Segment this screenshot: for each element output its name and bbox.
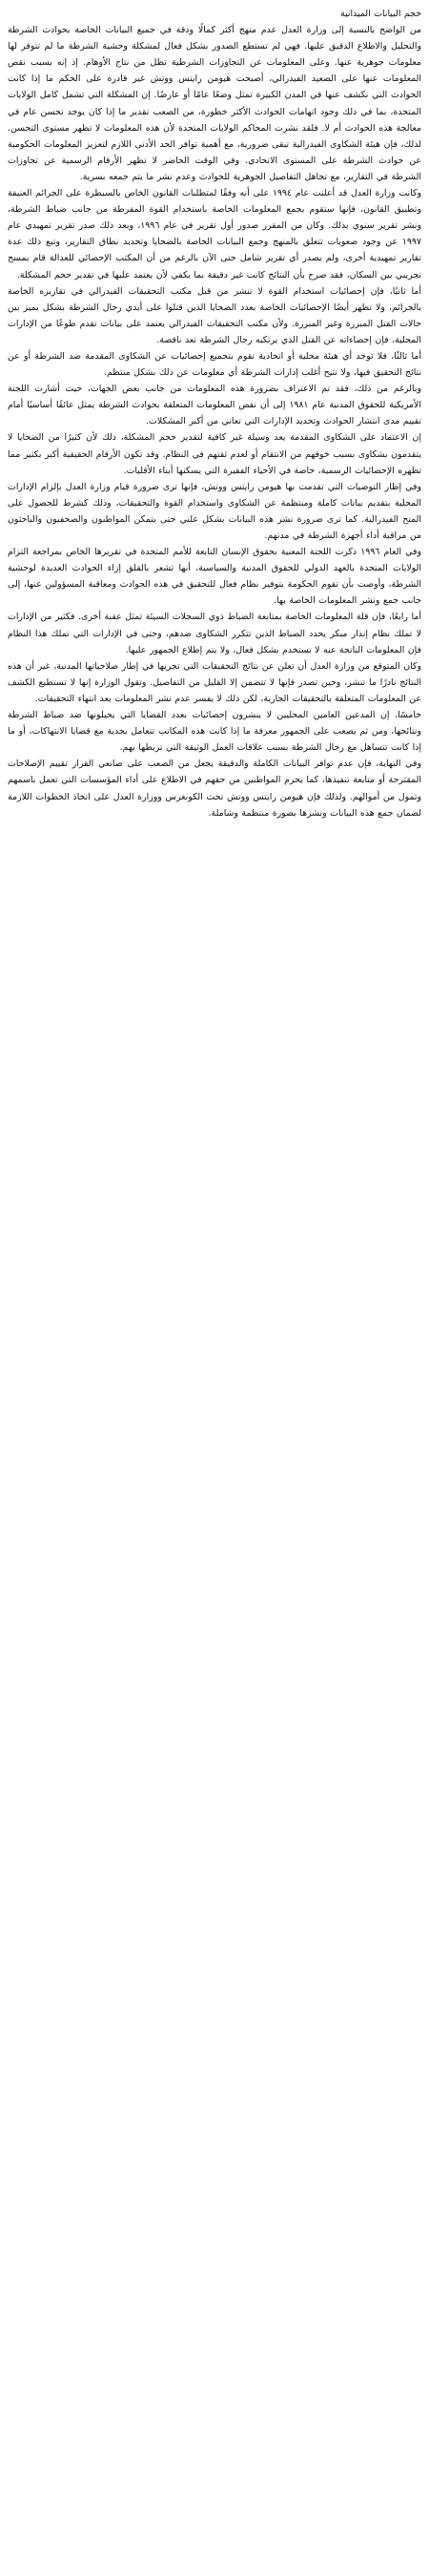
section-heading: حجم البيانات الميدانية — [339, 9, 421, 19]
paragraph: وبالرغم من ذلك، فقد تم الاعتراف بضرورة هذه المعلومات من جانب بعض الجهات، حيث أشارت اللجنة الأمريكية للحقوق المدنية عام ١٩٨١ إلى أن نقص المعلومات المتعلقة بحوادث الشرطة يمثل عائقًا أساسيًا أمام تقييم مدى انتشار الحوادث وتحديد الإدارات التي تعاني من أكبر المشكلات. — [8, 384, 421, 427]
paragraph: خامسًا، إن المدعين العامين المحليين لا ينشرون إحصائيات بعدد القضايا التي يحيلونها ضد ضباط الشرطة ونتائجها، ومن ثم يصعب على الجمهور معرفة ما إذا كانت هذه المكاتب تتعامل بجدية مع قضايا الانتهاكات، أو ما إذا كانت تتساهل مع رجال الشرطة بسبب علاقات العمل الوثيقة التي تربطها بهم. — [8, 710, 421, 754]
paragraph: أما ثانيًا، فإن إحصائيات استخدام القوة لا تنشر من قبل مكتب التحقيقات الفيدرالي في تقاريره الخاصة بالجرائم، ولا تظهر أيضًا الإحصائيات الخاصة بعدد الضحايا الذين قتلوا على أيدي رجال الشرطة بشكل يميز بين حالات القتل المبررة وغير المبررة. ولأن مكتب التحقيقات الفيدرالي يعتمد على بيانات تقدم طوعًا من الإدارات المحلية، فإن إحصاءاته عن القتل الذي يرتكبه رجال الشرطة تعد ناقصة. — [8, 285, 421, 345]
paragraph: أما رابعًا، فإن قلة المعلومات الخاصة بمتابعة الضباط ذوي السجلات السيئة تمثل عقبة أخرى. فكثير من الإدارات لا تملك نظام إنذار مبكر يحدد الضباط الذين تتكرر الشكاوى ضدهم، وحتى في الإدارات التي تملك هذا النظام فإن المعلومات الناتجة عنه لا تستخدم بشكل فعال، ولا يتم إطلاع الجمهور عليها. — [8, 612, 421, 655]
paragraph: أما ثالثًا، فلا توجد أي هيئة محلية أو اتحادية تقوم بتجميع إحصائيات عن الشكاوى المقدمة ضد الشرطة أو عن نتائج التحقيق فيها، ولا تتيح أغلب إدارات الشرطة أي معلومات عن ذلك بشكل منتظم. — [8, 350, 421, 379]
paragraph: وفي العام ١٩٩٦ ذكرت اللجنة المعنية بحقوق الإنسان التابعة للأمم المتحدة في تقريرها الخاص بمراجعة التزام الولايات المتحدة بالعهد الدولي للحقوق المدنية والسياسية، أنها تشعر بالقلق إزاء الحوادث العديدة لوحشية الشرطة، وأوصت بأن تقوم الحكومة بتوفير نظام فعال للتحقيق في هذه الحوادث ومعاقبة المسؤولين عنها، إلى جانب جمع ونشر المعلومات الخاصة بها. — [8, 547, 421, 607]
paragraph: وكان المتوقع من وزارة العدل أن تعلن عن نتائج التحقيقات التي تجريها في إطار صلاحياتها المدنية، غير أن هذه النتائج نادرًا ما تنشر، وحين تصدر فإنها لا تتضمن إلا القليل من التفاصيل. وتقول الوزارة إنها لا تستطيع الكشف عن المعلومات المتعلقة بالتحقيقات الجارية، لكن ذلك لا يفسر عدم نشر المعلومات بعد انتهاء التحقيقات. — [8, 660, 421, 704]
paragraph: من الواضح بالنسبة إلى وزارة العدل عدم منهج أكثر كمالًا ودقة في جميع البيانات الخاصة بحوادث الشرطة والتحليل والاطلاع الدقيق عليها. فهي لم تستطع الصدور بشكل فعال لمشكلة وحشية الشرطة ما لم تتوفر لها معلومات جوهرية عنها. وعلى المعلومات عن التجاوزات الشرطية تظل من نتاج الأوهام. إذ إنه بسبب نقص المعلومات عنها على الصعيد الفيدرالي، أصبحت هيومن رايتس ووتش غير قادرة على الحكم ما إذا كانت الحوادث التي نكشف عنها في المدن الكبيرة تمثل وضعًا عامًا أو عارضًا. إن المشكلة التي تشمل كامل الولايات المتحدة، بما في ذلك وجود اتهامات الحوادث الأكثر خطورة، من الصعب تقدير ما إذا كان يوجد تحسن عام في معالجة هذه الحوادث أم لا. فلقد نشرت المحاكم الولايات المتحدة لأن هذه المعلومات لا تظهر مستوى التحسن. لذلك، فإن هيئة الشكاوى الفيدرالية تبقى ضرورية، مع أهمية توافر الحد الأدنى اللازم لتعزيز المعلومات الحكومية عن حوادث الشرطة على المستوى الاتحادي. وفي الوقت الحاضر لا تظهر الأرقام الرسمية عن تجاوزات الشرطة في التقارير، مع تجاهل التفاصيل الجوهرية للحوادث وعدم نشر ما يتم جمعه بسرية. — [8, 25, 421, 182]
paragraph: وفي النهاية، فإن عدم توافر البيانات الكاملة والدقيقة يجعل من الصعب على صانعي القرار تقييم الإصلاحات المقترحة أو متابعة تنفيذها، كما يحرم المواطنين من حقهم في الاطلاع على أداء المؤسسات التي تعمل باسمهم وتمول من أموالهم. ولذلك فإن هيومن رايتس ووتش تحث الكونغرس ووزارة العدل على اتخاذ الخطوات اللازمة لضمان جمع هذه البيانات ونشرها بصورة منتظمة وشاملة. — [8, 758, 421, 819]
paragraph: وفي إطار التوصيات التي تقدمت بها هيومن رايتس ووتش، فإنها ترى ضرورة قيام وزارة العدل بإلزام الإدارات المحلية بتقديم بيانات كاملة ومنتظمة عن الشكاوى واستخدام القوة والتحقيقات، وذلك كشرط للحصول على المنح الفيدرالية. كما ترى ضرورة نشر هذه البيانات بشكل علني حتى يتمكن المواطنون والصحفيون والباحثون من مراقبة أداء أجهزة الشرطة في مدنهم. — [8, 481, 421, 541]
paragraph: وكانت وزارة العدل قد أعلنت عام ١٩٩٤ على أنه وفقًا لمتطلبات القانون الخاص بالسيطرة على الجرائم العنيفة وتطبيق القانون، فإنها ستقوم بجمع المعلومات الخاصة باستخدام القوة المفرطة من جانب ضباط الشرطة، ونشر تقرير سنوي بذلك. وكان من المقرر صدور أول تقرير في عام ١٩٩٦، وبعد ذلك صدر تقرير تمهيدي عام ١٩٩٧ عن وجود صعوبات تتعلق بالمنهج وجمع البيانات الخاصة بالضحايا وتحديد نطاق التقارير، وتبع ذلك عدة تقارير تمهيدية أخرى، ولم يصدر أي تقرير شامل حتى الآن بالرغم من أن المكتب الإحصائي للعدالة قام بمسح تجريبي بين السكان، فقد صرح بأن النتائج كانت غير دقيقة بما يكفي لأن يعتمد عليها في تقدير حجم المشكلة. — [8, 188, 422, 280]
paragraph: إن الاعتماد على الشكاوى المقدمة يعد وسيلة غير كافية لتقدير حجم المشكلة، ذلك لأن كثيرًا من الضحايا لا يتقدمون بشكاوى بسبب خوفهم من الانتقام أو لعدم ثقتهم في النظام. وقد تكون الأرقام الحقيقية أكبر بكثير مما تظهره الإحصائيات الرسمية، خاصة في الأحياء الفقيرة التي يسكنها أبناء الأقليات. — [8, 432, 421, 476]
